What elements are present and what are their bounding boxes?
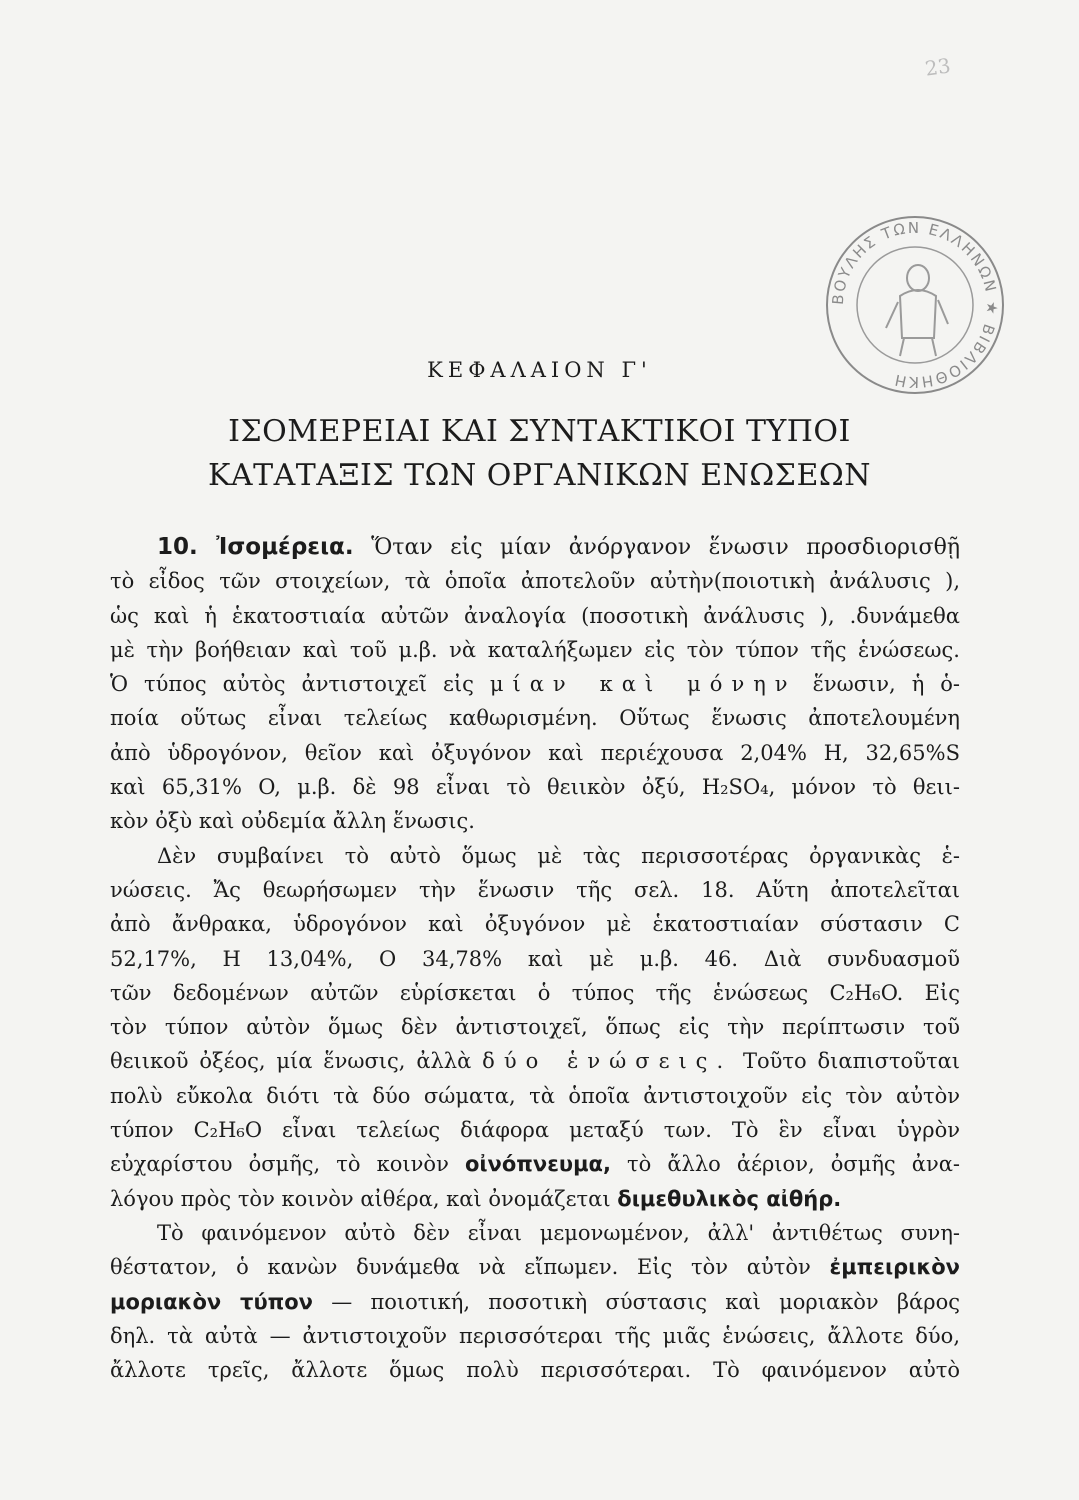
- text-run: ἕνωσιν, ἡ ὁ-: [812, 672, 960, 697]
- paragraph-2-line: τὸν τύπον αὐτὸν ὅμως δὲν ἀντιστοιχεῖ, ὅπως εἰς τὴν περίπτωσιν τοῦ: [110, 1015, 960, 1040]
- bold-term: ἐμπειρικὸν: [829, 1255, 960, 1280]
- paragraph-2-line: ἀπὸ ἄνθρακα, ὑδρογόνον καὶ ὀξυγόνον μὲ ἑκατοστιαίαν σύστασιν C: [110, 912, 960, 937]
- text-run: θειικοῦ ὀξέος, μία ἕνωσις, ἀλλὰ: [110, 1049, 472, 1074]
- paragraph-2-line: πολὺ εὔκολα διότι τὰ δύο σώματα, τὰ ὁποῖα ἀντιστοιχοῦν εἰς τὸν αὐτὸν: [110, 1083, 960, 1108]
- chapter-title-line-1: ΙΣΟΜΕΡΕΙΑΙ ΚΑΙ ΣΥΝΤΑΚΤΙΚΟΙ ΤΥΠΟΙ: [228, 414, 851, 449]
- spaced-emphasis: δύο ἑνώσεις.: [482, 1049, 733, 1074]
- chapter-heading: ΚΕΦΑΛΑΙΟΝ Γ': [427, 358, 652, 382]
- text-run: λόγου πρὸς τὸν κοινὸν αἰθέρα, καὶ ὀνομάζεται: [110, 1186, 611, 1211]
- chapter-title-line-2: ΚΑΤΑΤΑΞΙΣ ΤΩΝ ΟΡΓΑΝΙΚΩΝ ΕΝΩΣΕΩΝ: [208, 458, 871, 493]
- bold-term: διμεθυλικὸς αἰθήρ.: [617, 1186, 842, 1211]
- paragraph-1-line: [110, 530, 960, 564]
- page-mark: 23: [923, 53, 952, 81]
- text-run: — ποιοτική, ποσοτικὴ σύστασις καὶ μοριακὸν βάρος: [331, 1289, 960, 1314]
- text-run: Ὁ τύπος αὐτὸς ἀντιστοιχεῖ εἰς: [110, 672, 474, 697]
- paragraph-2-line: Δὲν συμβαίνει τὸ αὐτὸ ὅμως μὲ τὰς περισσοτέρας ὀργανικὰς ἑ-: [157, 843, 960, 868]
- bold-term: μοριακὸν τύπον: [110, 1289, 313, 1314]
- paragraph-1-line: κὸν ὀξὺ καὶ οὐδεμία ἄλλη ἕνωσις.: [110, 809, 475, 834]
- paragraph-3-line: Τὸ φαινόμενον αὐτὸ δὲν εἶναι μεμονωμένον, ἀλλ' ἀντιθέτως συνη-: [157, 1220, 960, 1245]
- paragraph-1-line: μὲ τὴν βοήθειαν καὶ τοῦ μ.β. νὰ καταλήξωμεν εἰς τὸν τύπον τῆς ἑνώσεως.: [110, 637, 960, 662]
- paragraph-1-line: καὶ 65,31% O, μ.β. δὲ 98 εἶναι τὸ θειικὸν ὀξύ, H₂SO₄, μόνον τὸ θειι-: [110, 775, 960, 800]
- bold-term: οἰνόπνευμα,: [464, 1152, 611, 1177]
- paragraph-2-line: τῶν δεδομένων αὐτῶν εὑρίσκεται ὁ τύπος τῆς ἑνώσεως C₂H₆O. Εἰς: [110, 980, 960, 1005]
- paragraph-1-line: [110, 667, 960, 701]
- statue-figure-icon: [886, 265, 948, 356]
- paragraph-2-line: τύπον C₂H₆O εἶναι τελείως διάφορα μεταξύ των. Τὸ ἓν εἶναι ὑγρὸν: [110, 1118, 960, 1143]
- text-run: Ὅταν εἰς μίαν ἀνόργανον ἕνωσιν προσδιορισθῇ: [371, 535, 960, 560]
- paragraph-2-line: [110, 1044, 960, 1078]
- paragraph-1-line: ὡς καὶ ἡ ἑκατοστιαία αὐτῶν ἀναλογία (ποσοτικὴ ἀνάλυσις ), .δυνάμεθα: [110, 603, 960, 628]
- paragraph-3-line: δηλ. τὰ αὐτὰ — ἀντιστοιχοῦν περισσότεραι τῆς μιᾶς ἑνώσεις, ἄλλοτε δύο,: [110, 1323, 960, 1348]
- paragraph-1-line: ποία οὕτως εἶναι τελείως καθωρισμένη. Οὕτως ἕνωσις ἀποτελουμένη: [110, 706, 960, 731]
- paragraph-2-line: [110, 1182, 960, 1216]
- text-run: εὐχαρίστου ὀσμῆς, τὸ κοινὸν: [110, 1152, 449, 1177]
- text-run: θέστατον, ὁ κανὼν δυνάμεθα νὰ εἴπωμεν. Εἰς τὸν αὐτὸν: [110, 1255, 811, 1280]
- spaced-emphasis: μίαν καὶ μόνην: [489, 672, 797, 697]
- paragraph-2-line: νώσεις. Ἄς θεωρήσωμεν τὴν ἕνωσιν τῆς σελ. 18. Αὕτη ἀποτελεῖται: [110, 877, 960, 902]
- paragraph-2-line: 52,17%, H 13,04%, O 34,78% καὶ μὲ μ.β. 46. Διὰ συνδυασμοῦ: [110, 946, 960, 971]
- text-run: Τοῦτο διαπιστοῦται: [742, 1049, 960, 1074]
- paragraph-3-line: [110, 1285, 960, 1319]
- text-run: τὸ ἄλλο ἀέριον, ὀσμῆς ἀνα-: [627, 1152, 960, 1177]
- paragraph-1-line: ἀπὸ ὑδρογόνον, θεῖον καὶ ὀξυγόνον καὶ περιέχουσα 2,04% H, 32,65%S: [110, 740, 960, 765]
- paragraph-1-line: τὸ εἶδος τῶν στοιχείων, τὰ ὁποῖα ἀποτελοῦν αὐτὴν(ποιοτικὴ ἀνάλυσις ),: [110, 569, 960, 594]
- paragraph-3-line: ἄλλοτε τρεῖς, ἄλλοτε ὅμως πολὺ περισσότεραι. Τὸ φαινόμενον αὐτὸ: [110, 1358, 960, 1383]
- section-heading: 10. Ἰσομέρεια.: [157, 534, 354, 560]
- paragraph-3-line: [110, 1250, 960, 1284]
- stamp-text: ΒΟΥΛΗΣ ΤΩΝ ΕΛΛΗΝΩΝ ★ ΒΙΒΛΙΟΘΗΚΗ: [828, 218, 1002, 392]
- body-text: [110, 530, 960, 1387]
- paragraph-2-line: [110, 1147, 960, 1181]
